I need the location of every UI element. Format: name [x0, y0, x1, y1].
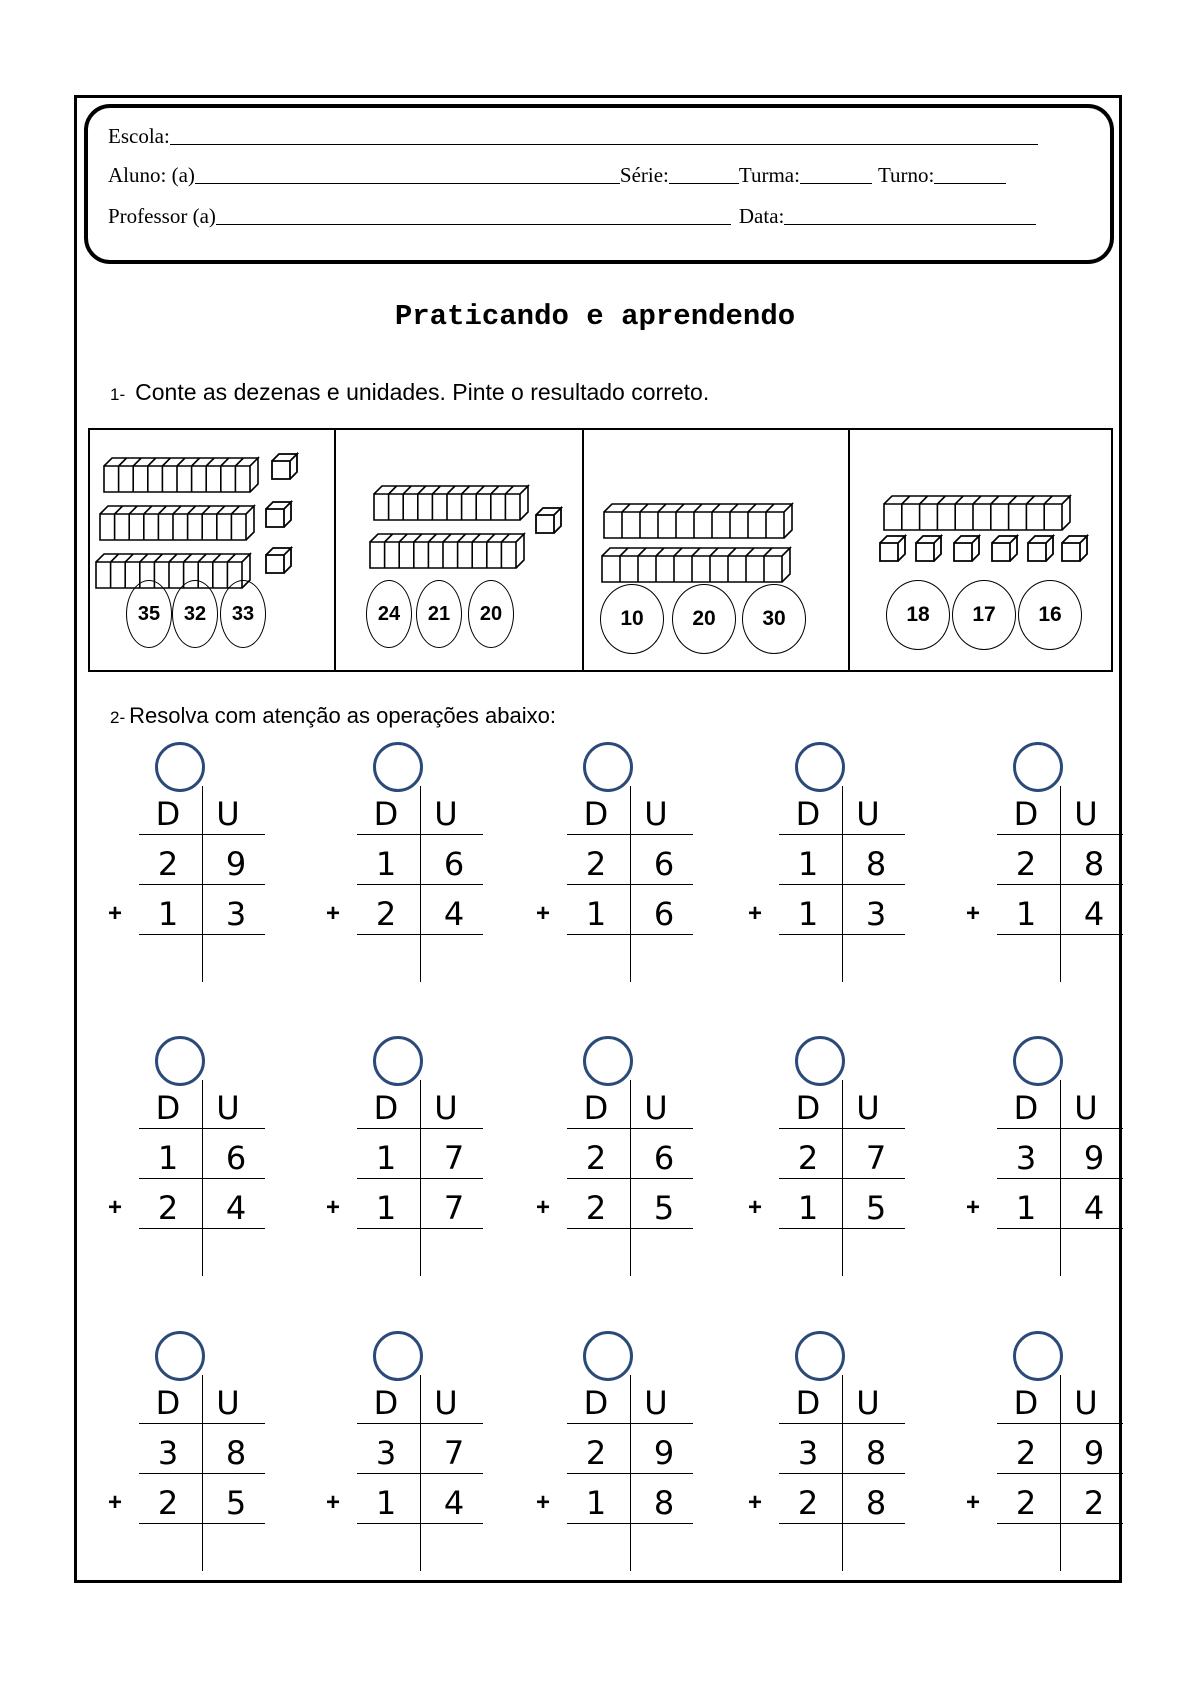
column-u-header: U — [216, 1089, 240, 1127]
plus-sign: + — [965, 1489, 980, 1516]
unit-cube — [266, 502, 291, 527]
column-d-header: D — [155, 1384, 181, 1422]
column-d-header: D — [155, 1089, 181, 1127]
row-line — [567, 884, 693, 885]
addend-2-units: 4 — [443, 895, 465, 933]
addend-2-tens: 1 — [1015, 895, 1037, 933]
question-2 — [110, 703, 556, 729]
addend-1-tens: 3 — [157, 1434, 179, 1472]
answer-circle[interactable] — [373, 1331, 423, 1381]
answer-option[interactable]: 20 — [672, 584, 736, 654]
addend-2-units: 3 — [865, 895, 887, 933]
answer-units-cell[interactable] — [631, 1527, 693, 1571]
addend-2-tens: 1 — [1015, 1189, 1037, 1227]
answer-units-cell[interactable] — [203, 938, 265, 982]
answer-units-cell[interactable] — [1061, 1232, 1123, 1276]
row-line — [567, 1423, 693, 1424]
row-line — [139, 1128, 265, 1129]
aluno-label: Aluno: (a) — [108, 163, 195, 187]
column-u-header: U — [216, 795, 240, 833]
column-d-header: D — [1013, 795, 1039, 833]
answer-units-cell[interactable] — [1061, 1527, 1123, 1571]
addend-2-tens: 1 — [585, 895, 607, 933]
addition-problem — [107, 1036, 329, 1296]
addition-problem — [535, 1036, 757, 1296]
block-box-1 — [90, 430, 334, 670]
plus-sign: + — [535, 900, 550, 927]
addend-2-units: 5 — [653, 1189, 675, 1227]
answer-option[interactable]: 33 — [220, 580, 266, 648]
addend-1-units: 8 — [1083, 845, 1105, 883]
answer-option[interactable]: 17 — [952, 580, 1016, 650]
unit-cube — [954, 536, 979, 561]
addend-2-tens: 2 — [1015, 1484, 1037, 1522]
answer-circle[interactable] — [583, 1036, 633, 1086]
unit-cube — [266, 548, 291, 573]
addend-2-units: 5 — [865, 1189, 887, 1227]
addend-1-tens: 3 — [1015, 1139, 1037, 1177]
answer-circle[interactable] — [373, 1036, 423, 1086]
row-line — [779, 934, 905, 935]
addend-1-tens: 1 — [797, 845, 819, 883]
plus-sign: + — [107, 1194, 122, 1221]
question-1 — [110, 379, 709, 406]
row-line — [997, 1128, 1123, 1129]
column-u-header: U — [434, 795, 458, 833]
answer-option[interactable]: 30 — [742, 584, 806, 654]
plus-sign: + — [535, 1194, 550, 1221]
plus-sign: + — [325, 1194, 340, 1221]
row-line — [567, 834, 693, 835]
answer-circle[interactable] — [1013, 1331, 1063, 1381]
addend-2-units: 3 — [225, 895, 247, 933]
row-line — [139, 1473, 265, 1474]
unit-cube — [272, 454, 297, 479]
escola-field[interactable] — [170, 126, 1038, 145]
row-line — [779, 884, 905, 885]
row-line — [139, 1423, 265, 1424]
column-d-header: D — [795, 1089, 821, 1127]
answer-option[interactable]: 32 — [172, 580, 218, 648]
addend-2-tens: 2 — [585, 1189, 607, 1227]
addend-1-units: 9 — [1083, 1139, 1105, 1177]
row-line — [567, 1128, 693, 1129]
addend-2-tens: 1 — [157, 895, 179, 933]
addend-2-units: 4 — [1083, 1189, 1105, 1227]
column-d-header: D — [373, 795, 399, 833]
answer-units-cell[interactable] — [421, 938, 483, 982]
addend-2-tens: 2 — [157, 1189, 179, 1227]
answer-circle[interactable] — [583, 742, 633, 792]
addend-2-tens: 1 — [797, 1189, 819, 1227]
answer-units-cell[interactable] — [843, 938, 905, 982]
addend-1-tens: 3 — [797, 1434, 819, 1472]
addend-2-tens: 2 — [797, 1484, 819, 1522]
turno-field[interactable] — [934, 165, 1006, 184]
unit-cube — [916, 536, 941, 561]
addend-1-units: 8 — [865, 845, 887, 883]
addend-2-units: 8 — [865, 1484, 887, 1522]
addend-2-units: 5 — [225, 1484, 247, 1522]
turma-field[interactable] — [800, 165, 872, 184]
answer-units-cell[interactable] — [843, 1527, 905, 1571]
row-line — [567, 1228, 693, 1229]
answer-tens-cell[interactable] — [567, 938, 629, 982]
unit-cube — [880, 536, 905, 561]
answer-circle[interactable] — [1013, 1036, 1063, 1086]
addition-problem — [325, 1036, 547, 1296]
answer-option[interactable]: 16 — [1018, 580, 1082, 650]
answer-circle[interactable] — [795, 742, 845, 792]
row-line — [779, 1228, 905, 1229]
turma-label: Turma: — [738, 163, 800, 187]
plus-sign: + — [747, 1489, 762, 1516]
row-line — [997, 1178, 1123, 1179]
column-d-header: D — [583, 1089, 609, 1127]
ten-rod — [602, 548, 790, 582]
answer-units-cell[interactable] — [631, 1232, 693, 1276]
ten-rod — [100, 506, 254, 540]
addend-1-tens: 2 — [1015, 1434, 1037, 1472]
addend-1-units: 9 — [653, 1434, 675, 1472]
column-d-header: D — [1013, 1384, 1039, 1422]
addition-problem — [107, 1331, 329, 1591]
addend-1-tens: 1 — [375, 845, 397, 883]
row-line — [779, 1178, 905, 1179]
addition-problem — [965, 1331, 1187, 1591]
answer-units-cell[interactable] — [421, 1527, 483, 1571]
ten-rod — [884, 496, 1070, 530]
addend-1-units: 6 — [653, 1139, 675, 1177]
professor-label: Professor (a) — [108, 204, 216, 228]
column-u-header: U — [856, 1384, 880, 1422]
plus-sign: + — [535, 1489, 550, 1516]
question-2-text: Resolva com atenção as operações abaixo: — [129, 703, 556, 728]
column-u-header: U — [1074, 795, 1098, 833]
answer-tens-cell[interactable] — [139, 1232, 201, 1276]
ten-rod — [604, 504, 792, 538]
answer-circle[interactable] — [1013, 742, 1063, 792]
plus-sign: + — [965, 900, 980, 927]
addend-2-units: 8 — [653, 1484, 675, 1522]
row-line — [997, 1523, 1123, 1524]
professor-field[interactable] — [216, 206, 731, 225]
row-line — [567, 1473, 693, 1474]
block-box-4 — [848, 430, 1115, 670]
column-d-header: D — [1013, 1089, 1039, 1127]
addend-2-units: 4 — [443, 1484, 465, 1522]
serie-label: Série: — [619, 163, 669, 187]
addend-1-units: 7 — [443, 1434, 465, 1472]
addend-2-tens: 1 — [375, 1189, 397, 1227]
row-line — [357, 1473, 483, 1474]
unit-cube — [1062, 536, 1087, 561]
answer-tens-cell[interactable] — [357, 1527, 419, 1571]
column-u-header: U — [216, 1384, 240, 1422]
column-u-header: U — [856, 795, 880, 833]
row-line — [357, 1228, 483, 1229]
addition-problem — [535, 742, 757, 1002]
serie-field[interactable] — [669, 165, 739, 184]
addend-1-tens: 2 — [585, 1139, 607, 1177]
column-u-header: U — [1074, 1089, 1098, 1127]
row-line — [997, 1228, 1123, 1229]
answer-circle[interactable] — [795, 1036, 845, 1086]
addend-2-tens: 2 — [375, 895, 397, 933]
row-line — [357, 834, 483, 835]
unit-cube — [536, 508, 561, 533]
column-d-header: D — [795, 1384, 821, 1422]
answer-units-cell[interactable] — [203, 1232, 265, 1276]
addend-2-tens: 1 — [585, 1484, 607, 1522]
question-1-text: Conte as dezenas e unidades. Pinte o resultado correto. — [135, 379, 710, 405]
answer-units-cell[interactable] — [843, 1232, 905, 1276]
row-line — [357, 1178, 483, 1179]
column-u-header: U — [644, 1384, 668, 1422]
row-line — [139, 834, 265, 835]
answer-option[interactable]: 21 — [416, 580, 462, 648]
column-d-header: D — [583, 795, 609, 833]
row-line — [357, 1128, 483, 1129]
row-line — [567, 1523, 693, 1524]
base-ten-blocks-panel — [88, 428, 1113, 672]
data-label: Data: — [738, 204, 785, 228]
answer-tens-cell[interactable] — [997, 938, 1059, 982]
column-d-header: D — [583, 1384, 609, 1422]
plus-sign: + — [747, 900, 762, 927]
answer-circle[interactable] — [373, 742, 423, 792]
plus-sign: + — [107, 1489, 122, 1516]
addend-2-units: 4 — [225, 1189, 247, 1227]
aluno-field[interactable] — [195, 165, 620, 184]
column-u-header: U — [644, 1089, 668, 1127]
row-line — [139, 1523, 265, 1524]
addend-2-tens: 1 — [797, 895, 819, 933]
row-line — [779, 1128, 905, 1129]
row-line — [779, 1473, 905, 1474]
answer-tens-cell[interactable] — [567, 1232, 629, 1276]
answer-option[interactable]: 10 — [600, 584, 664, 654]
addend-1-units: 6 — [653, 845, 675, 883]
answer-option[interactable]: 20 — [468, 580, 514, 648]
column-u-header: U — [434, 1384, 458, 1422]
plus-sign: + — [325, 1489, 340, 1516]
column-d-header: D — [795, 795, 821, 833]
answer-units-cell[interactable] — [203, 1527, 265, 1571]
column-u-header: U — [856, 1089, 880, 1127]
row-line — [357, 884, 483, 885]
addend-1-units: 8 — [225, 1434, 247, 1472]
page-title: Praticando e aprendendo — [394, 300, 796, 333]
answer-circle[interactable] — [155, 1036, 205, 1086]
answer-tens-cell[interactable] — [779, 1527, 841, 1571]
column-d-header: D — [155, 795, 181, 833]
addend-2-units: 6 — [653, 895, 675, 933]
row-line — [357, 1523, 483, 1524]
plus-sign: + — [747, 1194, 762, 1221]
row-line — [567, 934, 693, 935]
plus-sign: + — [107, 900, 122, 927]
turno-label: Turno: — [877, 163, 935, 187]
addition-problem — [965, 742, 1187, 1002]
ten-rod — [104, 458, 258, 492]
ten-rod — [370, 534, 524, 568]
addend-1-tens: 1 — [375, 1139, 397, 1177]
plus-sign: + — [965, 1194, 980, 1221]
answer-tens-cell[interactable] — [357, 1232, 419, 1276]
answer-units-cell[interactable] — [631, 938, 693, 982]
block-box-2 — [334, 430, 584, 670]
column-u-header: U — [644, 795, 668, 833]
addend-1-tens: 1 — [157, 1139, 179, 1177]
addend-2-tens: 1 — [375, 1484, 397, 1522]
row-line — [997, 834, 1123, 835]
answer-units-cell[interactable] — [421, 1232, 483, 1276]
addition-problem — [107, 742, 329, 1002]
professor-row — [108, 204, 1036, 229]
row-line — [139, 934, 265, 935]
row-line — [139, 884, 265, 885]
row-line — [357, 1423, 483, 1424]
answer-circle[interactable] — [155, 1331, 205, 1381]
row-line — [567, 1178, 693, 1179]
aluno-row — [108, 163, 1006, 188]
answer-tens-cell[interactable] — [997, 1527, 1059, 1571]
row-line — [779, 1423, 905, 1424]
addition-problem — [747, 1331, 969, 1591]
addend-1-units: 6 — [225, 1139, 247, 1177]
answer-option[interactable]: 18 — [886, 580, 950, 650]
addend-1-tens: 2 — [585, 845, 607, 883]
addend-1-units: 9 — [225, 845, 247, 883]
question-2-number: 2- — [110, 708, 126, 727]
addend-1-units: 7 — [443, 1139, 465, 1177]
answer-tens-cell[interactable] — [139, 1527, 201, 1571]
addend-1-units: 9 — [1083, 1434, 1105, 1472]
answer-units-cell[interactable] — [1061, 938, 1123, 982]
ten-rod — [96, 554, 250, 588]
answer-tens-cell[interactable] — [997, 1232, 1059, 1276]
addend-1-tens: 3 — [375, 1434, 397, 1472]
unit-cube — [992, 536, 1017, 561]
answer-tens-cell[interactable] — [779, 938, 841, 982]
answer-circle[interactable] — [795, 1331, 845, 1381]
addend-2-units: 4 — [1083, 895, 1105, 933]
unit-cube — [1028, 536, 1053, 561]
plus-sign: + — [325, 900, 340, 927]
addition-problem — [535, 1331, 757, 1591]
question-1-number: 1- — [110, 385, 126, 404]
answer-option[interactable]: 35 — [126, 580, 172, 648]
addend-1-tens: 2 — [1015, 845, 1037, 883]
row-line — [997, 934, 1123, 935]
answer-option[interactable]: 24 — [366, 580, 412, 648]
addend-1-units: 6 — [443, 845, 465, 883]
ten-rod — [374, 486, 528, 520]
answer-circle[interactable] — [583, 1331, 633, 1381]
answer-tens-cell[interactable] — [779, 1232, 841, 1276]
answer-tens-cell[interactable] — [139, 938, 201, 982]
addition-problem — [325, 742, 547, 1002]
row-line — [357, 934, 483, 935]
row-line — [139, 1178, 265, 1179]
addition-problem — [965, 1036, 1187, 1296]
answer-tens-cell[interactable] — [357, 938, 419, 982]
addition-problem — [747, 742, 969, 1002]
row-line — [139, 1228, 265, 1229]
escola-label: Escola: — [108, 124, 170, 148]
addition-problem — [747, 1036, 969, 1296]
row-line — [779, 1523, 905, 1524]
column-d-header: D — [373, 1384, 399, 1422]
addend-2-units: 7 — [443, 1189, 465, 1227]
escola-row — [108, 124, 1038, 149]
addend-2-tens: 2 — [157, 1484, 179, 1522]
data-field[interactable] — [784, 206, 1036, 225]
row-line — [997, 884, 1123, 885]
column-u-header: U — [434, 1089, 458, 1127]
block-box-3 — [582, 430, 850, 670]
answer-circle[interactable] — [155, 742, 205, 792]
column-u-header: U — [1074, 1384, 1098, 1422]
answer-tens-cell[interactable] — [567, 1527, 629, 1571]
row-line — [779, 834, 905, 835]
addend-1-tens: 2 — [157, 845, 179, 883]
addend-2-units: 2 — [1083, 1484, 1105, 1522]
addend-1-tens: 2 — [585, 1434, 607, 1472]
addend-1-units: 8 — [865, 1434, 887, 1472]
addend-1-tens: 2 — [797, 1139, 819, 1177]
column-d-header: D — [373, 1089, 399, 1127]
addition-problem — [325, 1331, 547, 1591]
addend-1-units: 7 — [865, 1139, 887, 1177]
row-line — [997, 1473, 1123, 1474]
row-line — [997, 1423, 1123, 1424]
